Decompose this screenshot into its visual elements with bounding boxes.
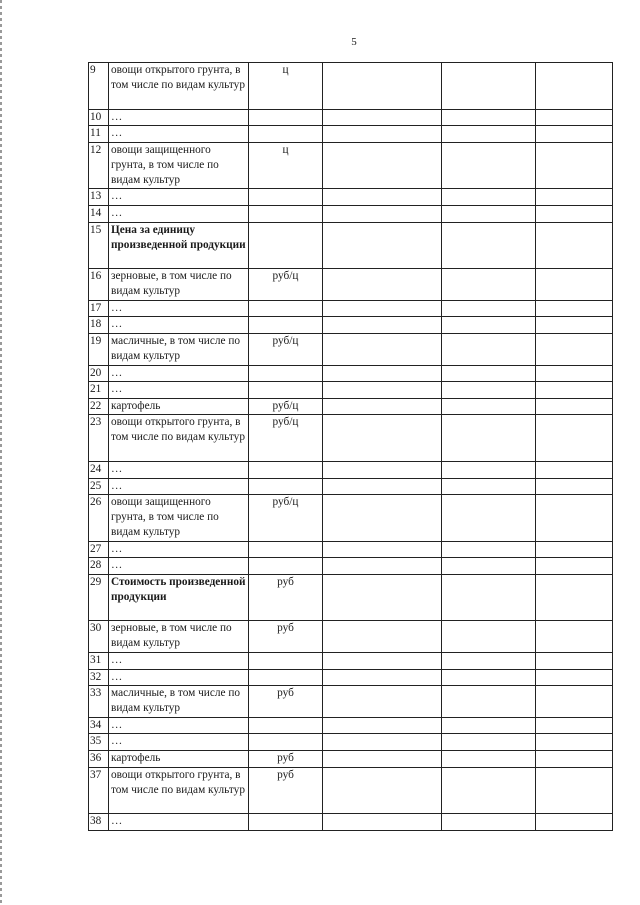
unit-cell	[249, 541, 323, 558]
value-cell-3	[536, 734, 613, 751]
value-cell-1	[323, 751, 442, 768]
value-cell-1	[323, 365, 442, 382]
value-cell-1	[323, 574, 442, 621]
value-cell-2	[442, 365, 536, 382]
value-cell-2	[442, 767, 536, 814]
table-row	[89, 574, 613, 621]
indicator-name-cell: масличные, в том числе по видам культур	[109, 333, 249, 365]
indicator-name-cell: …	[109, 669, 249, 686]
unit-cell: ц	[249, 63, 323, 110]
indicator-name-cell: …	[109, 189, 249, 206]
table-row	[89, 717, 613, 734]
indicator-name-cell: …	[109, 126, 249, 143]
unit-cell: руб	[249, 767, 323, 814]
table-body	[89, 63, 613, 831]
value-cell-2	[442, 382, 536, 399]
table-row	[89, 109, 613, 126]
row-number-cell: 31	[89, 653, 109, 670]
unit-cell	[249, 382, 323, 399]
unit-cell	[249, 109, 323, 126]
table-row	[89, 814, 613, 831]
unit-cell	[249, 126, 323, 143]
row-number-cell: 11	[89, 126, 109, 143]
value-cell-1	[323, 478, 442, 495]
value-cell-1	[323, 415, 442, 462]
row-number-cell: 33	[89, 686, 109, 718]
table-row	[89, 365, 613, 382]
value-cell-2	[442, 734, 536, 751]
value-cell-1	[323, 126, 442, 143]
row-number-cell: 19	[89, 333, 109, 365]
indicator-name-cell: масличные, в том числе по видам культур	[109, 686, 249, 718]
value-cell-2	[442, 541, 536, 558]
unit-cell: руб/ц	[249, 398, 323, 415]
unit-cell	[249, 317, 323, 334]
indicator-name-cell: …	[109, 109, 249, 126]
unit-cell	[249, 734, 323, 751]
value-cell-3	[536, 222, 613, 269]
table-row	[89, 317, 613, 334]
value-cell-3	[536, 686, 613, 718]
table-row	[89, 558, 613, 575]
value-cell-1	[323, 142, 442, 189]
data-table-container	[88, 62, 612, 831]
row-number-cell: 20	[89, 365, 109, 382]
value-cell-2	[442, 621, 536, 653]
row-number-cell: 10	[89, 109, 109, 126]
value-cell-2	[442, 398, 536, 415]
value-cell-2	[442, 717, 536, 734]
indicator-name-cell: …	[109, 205, 249, 222]
value-cell-2	[442, 300, 536, 317]
value-cell-1	[323, 398, 442, 415]
row-number-cell: 13	[89, 189, 109, 206]
row-number-cell: 22	[89, 398, 109, 415]
value-cell-1	[323, 382, 442, 399]
value-cell-2	[442, 558, 536, 575]
value-cell-1	[323, 300, 442, 317]
table-row	[89, 495, 613, 542]
value-cell-3	[536, 365, 613, 382]
row-number-cell: 32	[89, 669, 109, 686]
table-row	[89, 669, 613, 686]
row-number-cell: 21	[89, 382, 109, 399]
value-cell-1	[323, 205, 442, 222]
value-cell-1	[323, 222, 442, 269]
row-number-cell: 18	[89, 317, 109, 334]
value-cell-1	[323, 717, 442, 734]
unit-cell: руб/ц	[249, 333, 323, 365]
table-row	[89, 734, 613, 751]
value-cell-2	[442, 686, 536, 718]
indicator-name-cell: …	[109, 382, 249, 399]
indicator-name-cell: …	[109, 814, 249, 831]
indicator-name-cell: картофель	[109, 398, 249, 415]
value-cell-2	[442, 222, 536, 269]
unit-cell	[249, 653, 323, 670]
value-cell-2	[442, 142, 536, 189]
value-cell-2	[442, 461, 536, 478]
value-cell-2	[442, 495, 536, 542]
value-cell-3	[536, 269, 613, 301]
value-cell-3	[536, 205, 613, 222]
table-row	[89, 126, 613, 143]
value-cell-3	[536, 300, 613, 317]
value-cell-3	[536, 717, 613, 734]
value-cell-1	[323, 734, 442, 751]
table-row	[89, 621, 613, 653]
value-cell-2	[442, 333, 536, 365]
table-row	[89, 63, 613, 110]
value-cell-3	[536, 109, 613, 126]
value-cell-3	[536, 767, 613, 814]
indicator-name-cell: зерновые, в том числе по видам культур	[109, 269, 249, 301]
value-cell-3	[536, 333, 613, 365]
page-edge	[0, 0, 2, 905]
value-cell-2	[442, 415, 536, 462]
indicator-name-cell: …	[109, 478, 249, 495]
indicator-name-cell: овощи защищенного грунта, в том числе по видам культур	[109, 142, 249, 189]
value-cell-2	[442, 269, 536, 301]
unit-cell	[249, 461, 323, 478]
indicator-name-cell: картофель	[109, 751, 249, 768]
value-cell-2	[442, 189, 536, 206]
table-row	[89, 382, 613, 399]
value-cell-2	[442, 814, 536, 831]
indicator-name-cell: …	[109, 365, 249, 382]
indicator-name-cell: Стоимость произведенной продукции	[109, 574, 249, 621]
row-number-cell: 17	[89, 300, 109, 317]
row-number-cell: 24	[89, 461, 109, 478]
value-cell-3	[536, 574, 613, 621]
indicator-name-cell: …	[109, 317, 249, 334]
row-number-cell: 12	[89, 142, 109, 189]
table-row	[89, 398, 613, 415]
indicator-name-cell: овощи открытого грунта, в том числе по видам культур	[109, 415, 249, 462]
value-cell-1	[323, 669, 442, 686]
value-cell-3	[536, 415, 613, 462]
value-cell-2	[442, 751, 536, 768]
indicator-name-cell: …	[109, 300, 249, 317]
value-cell-3	[536, 461, 613, 478]
row-number-cell: 25	[89, 478, 109, 495]
indicator-name-cell: зерновые, в том числе по видам культур	[109, 621, 249, 653]
indicator-name-cell: овощи защищенного грунта, в том числе по видам культур	[109, 495, 249, 542]
value-cell-1	[323, 558, 442, 575]
unit-cell	[249, 300, 323, 317]
value-cell-3	[536, 558, 613, 575]
table-row	[89, 189, 613, 206]
row-number-cell: 26	[89, 495, 109, 542]
value-cell-1	[323, 63, 442, 110]
row-number-cell: 30	[89, 621, 109, 653]
value-cell-3	[536, 189, 613, 206]
table-row	[89, 478, 613, 495]
value-cell-3	[536, 382, 613, 399]
row-number-cell: 16	[89, 269, 109, 301]
table-row	[89, 686, 613, 718]
value-cell-3	[536, 653, 613, 670]
table-row	[89, 300, 613, 317]
value-cell-1	[323, 269, 442, 301]
unit-cell: ц	[249, 142, 323, 189]
row-number-cell: 37	[89, 767, 109, 814]
table-row	[89, 142, 613, 189]
table-row	[89, 222, 613, 269]
unit-cell: руб	[249, 686, 323, 718]
unit-cell	[249, 558, 323, 575]
data-table	[88, 62, 613, 831]
unit-cell: руб/ц	[249, 269, 323, 301]
row-number-cell: 28	[89, 558, 109, 575]
unit-cell	[249, 478, 323, 495]
value-cell-2	[442, 109, 536, 126]
unit-cell	[249, 717, 323, 734]
unit-cell: руб	[249, 751, 323, 768]
value-cell-3	[536, 142, 613, 189]
value-cell-1	[323, 814, 442, 831]
value-cell-1	[323, 109, 442, 126]
row-number-cell: 29	[89, 574, 109, 621]
table-row	[89, 767, 613, 814]
value-cell-3	[536, 751, 613, 768]
unit-cell: руб/ц	[249, 415, 323, 462]
table-row	[89, 461, 613, 478]
row-number-cell: 34	[89, 717, 109, 734]
unit-cell	[249, 365, 323, 382]
value-cell-3	[536, 63, 613, 110]
value-cell-2	[442, 63, 536, 110]
unit-cell: руб/ц	[249, 495, 323, 542]
value-cell-2	[442, 653, 536, 670]
indicator-name-cell: …	[109, 558, 249, 575]
table-row	[89, 415, 613, 462]
unit-cell	[249, 814, 323, 831]
row-number-cell: 27	[89, 541, 109, 558]
table-row	[89, 205, 613, 222]
row-number-cell: 38	[89, 814, 109, 831]
value-cell-1	[323, 333, 442, 365]
unit-cell	[249, 222, 323, 269]
value-cell-1	[323, 189, 442, 206]
row-number-cell: 35	[89, 734, 109, 751]
unit-cell: руб	[249, 621, 323, 653]
value-cell-2	[442, 126, 536, 143]
value-cell-1	[323, 495, 442, 542]
table-row	[89, 541, 613, 558]
table-row	[89, 333, 613, 365]
indicator-name-cell: …	[109, 461, 249, 478]
row-number-cell: 15	[89, 222, 109, 269]
value-cell-3	[536, 478, 613, 495]
value-cell-3	[536, 669, 613, 686]
indicator-name-cell: Цена за единицу произведенной продукции	[109, 222, 249, 269]
value-cell-3	[536, 541, 613, 558]
indicator-name-cell: овощи открытого грунта, в том числе по видам культур	[109, 63, 249, 110]
value-cell-1	[323, 621, 442, 653]
indicator-name-cell: …	[109, 717, 249, 734]
page-number: 5	[351, 36, 357, 48]
indicator-name-cell: овощи открытого грунта, в том числе по видам культур	[109, 767, 249, 814]
unit-cell	[249, 205, 323, 222]
value-cell-1	[323, 686, 442, 718]
value-cell-2	[442, 478, 536, 495]
value-cell-1	[323, 461, 442, 478]
value-cell-2	[442, 317, 536, 334]
value-cell-3	[536, 495, 613, 542]
table-row	[89, 653, 613, 670]
value-cell-2	[442, 669, 536, 686]
value-cell-1	[323, 653, 442, 670]
value-cell-3	[536, 814, 613, 831]
unit-cell	[249, 189, 323, 206]
indicator-name-cell: …	[109, 734, 249, 751]
row-number-cell: 36	[89, 751, 109, 768]
row-number-cell: 9	[89, 63, 109, 110]
value-cell-3	[536, 398, 613, 415]
value-cell-3	[536, 126, 613, 143]
indicator-name-cell: …	[109, 653, 249, 670]
value-cell-2	[442, 574, 536, 621]
value-cell-2	[442, 205, 536, 222]
unit-cell	[249, 669, 323, 686]
table-row	[89, 751, 613, 768]
row-number-cell: 23	[89, 415, 109, 462]
value-cell-1	[323, 317, 442, 334]
table-row	[89, 269, 613, 301]
value-cell-3	[536, 621, 613, 653]
value-cell-3	[536, 317, 613, 334]
unit-cell: руб	[249, 574, 323, 621]
value-cell-1	[323, 767, 442, 814]
value-cell-1	[323, 541, 442, 558]
indicator-name-cell: …	[109, 541, 249, 558]
row-number-cell: 14	[89, 205, 109, 222]
